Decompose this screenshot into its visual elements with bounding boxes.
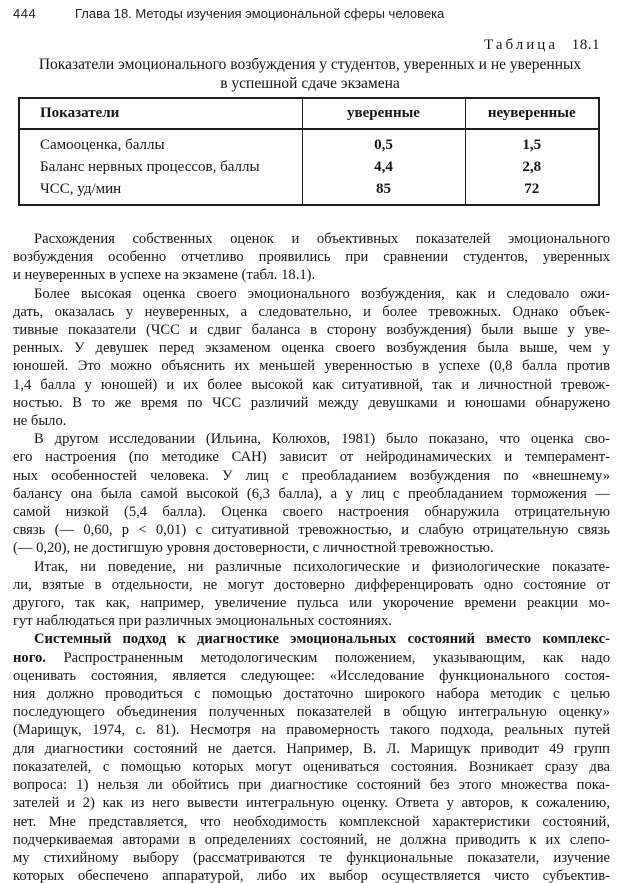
body-line [13,740,610,758]
body-text-segment: ных особенностей человека. У лиц с преобладанием возбуждения по «внешнему» [13,467,610,484]
table-cell-value: 72 [465,178,599,205]
body-text-segment: которых обеспечено аппаратурой, либо их выбор осуществляется чисто субъектив- [13,868,610,883]
body-text-segment: Более высокая оценка своего эмоционального возбуждения, как и следовало ожи- [34,285,610,302]
body-text-segment: тивные показатели (ЧСС и сдвиг баланса в сторону возбуждения) были выше у уве- [13,322,610,339]
body-text-segment: его настроения (по методике САН) зависит от нейродинамических и темперамент- [13,449,610,466]
body-line [13,867,610,883]
page-number: 444 [13,6,37,21]
body-text-segment: показателей, с помощью которых могут оцениваться состояния. Возникает сразу два [13,758,610,775]
body-line [13,357,610,375]
body-line [13,703,610,721]
body-line [13,813,610,831]
table-row [19,178,599,205]
body-line [13,630,610,648]
body-line [13,794,610,812]
body-line [13,831,610,849]
table-caption-line2: в успешной сдаче экзамена [220,75,400,92]
table-cell-value: 0,5 [302,129,465,156]
table-header-row [19,98,599,129]
body-line [13,303,610,321]
table-caption-line1: Показатели эмоционального возбуждения у студентов, уверенных и не уверенных [38,56,582,73]
body-text-segment: ли, взятые в отдельности, не могут достоверно дифференцировать одно состояние от [13,576,610,593]
body-line [13,721,610,739]
body-line [13,849,610,867]
table-caption [0,55,620,93]
body-text-segment: Итак, ни поведение, ни различные психологические и физиологические показате- [34,558,610,575]
body-text-segment: последующего объединения полученных показателей в общую интегральную оценку» [13,704,610,721]
table-row [19,156,599,178]
body-line [13,667,610,685]
table-cell-value: 85 [302,178,465,205]
body-line [13,503,610,521]
table-row [19,129,599,156]
body-text-segment: зателей и 2) как из него вывести интегральную оценку. Ответа у авторов, к сожалению, [13,795,610,812]
body-text-segment: связь (— 0,60, p < 0,01) с ситуативной тревожностью, и слабую отрицательную связь [13,522,610,539]
table-header-indicators: Показатели [19,98,302,129]
body-line [13,394,610,412]
table-label-word: Таблица [484,37,558,53]
body-line [13,248,610,266]
body-text-segment: му стихийному выбору (рассматриваются те функциональные показатели, изучение [13,849,610,866]
body-line [13,467,610,485]
body-text-segment: самой низкой (5,4 балла). Оценка своего настроения обнаружила отрицательную [13,504,610,521]
body-line [13,649,610,667]
body-line [13,339,610,357]
running-head [13,6,610,21]
body-text-segment: (— 0,20), не достигшую уровня достоверности, с личностной тревожностью. [13,540,494,557]
body-line [13,576,610,594]
table-cell-value: 4,4 [302,156,465,178]
body-text-segment: балансу она была самой высокой (6,3 балла), а у лиц с преобладанием торможения — [13,485,610,502]
body-text-segment: не было. [13,413,67,430]
body-text-segment: ностью. В то же время по ЧСС различий между девушками и юношами обнаружено [13,394,610,411]
body-text-segment: (Марищук, 1974, с. 81). Несмотря на правомерность такого подхода, реальных путей [13,722,610,739]
body-line [13,776,610,794]
table-body [19,129,599,205]
body-line [13,485,610,503]
table-cell-label: Баланс нервных процессов, баллы [40,158,260,175]
body-text-segment: оценивать состояния, является следующее: «Исследование функционального состоя- [13,667,610,684]
body-text-segment: другого, так как, например, увеличение пульса или укорочение времени реакции мо- [13,595,610,612]
body-text-segment: гут наблюдаться при различных эмоциональных состояниях. [13,613,392,630]
body-text-segment: и неуверенных в успехе на экзамене (табл. 18.1). [13,267,316,284]
body-text-segment: подчеркиваемая авторами в определениях состояний, не должна приводить к их слепо- [13,831,610,848]
table-cell-label: ЧСС, уд/мин [40,180,122,197]
table-cell-value: 1,5 [465,129,599,156]
body-line [13,285,610,303]
body-text-segment: юношей. Это можно объяснить их меньшей уверенностью в успехе (0,8 балла против [13,358,610,375]
body-line [13,266,610,284]
body-line [13,230,610,248]
body-line [13,758,610,776]
table-cell-label: Самооценка, баллы [40,136,165,153]
body-line [13,539,610,557]
body-text-segment: дать, оказалась у неуверенных, а следовательно, и более тревожных. Однако объек- [13,303,610,320]
table-header-unconfident: неуверенные [465,98,599,129]
table-label-number: 18.1 [571,37,600,53]
table-header-confident: уверенные [302,98,465,129]
body-text-bold-segment: ного. [13,649,46,666]
body-text-segment: нет. Мне представляется, что необходимость комплексной характеристики состояний, [13,813,610,830]
body-text-segment: ния должно проводиться с помощью достаточно широкого набора методик с целью [13,686,610,703]
body-line [13,594,610,612]
body-text-segment: ренных. У девушек перед экзаменом оценка своего возбуждения была выше, чем у [13,340,610,357]
indicators-table [18,97,600,206]
body-line [13,412,610,430]
body-text-segment: 1,4 балла у юношей) и их более высокой как ситуативной, так и личностной тревож- [13,376,610,393]
body-text-segment: вопроса: 1) нельзя ли обойтись при диагностике состояний без этого множества пока- [13,777,610,794]
body-text-segment: для диагностики состояний не дается. Например, В. Л. Марищук приводит 49 групп [13,740,610,757]
table-label [484,37,600,54]
table-cell-value: 2,8 [465,156,599,178]
body-text-segment: Распространенным методологическим положением, указывающим, как надо [45,649,610,666]
body-line [13,430,610,448]
body-line [13,376,610,394]
body-line [13,448,610,466]
chapter-title: Глава 18. Методы изучения эмоциональной сферы человека [75,6,445,21]
body-line [13,612,610,630]
body-line [13,685,610,703]
body-text-bold-segment: Системный подход к диагностике эмоциональных состояний вместо комплекс- [34,631,610,648]
body-line [13,521,610,539]
body-line [13,321,610,339]
body-text [13,230,610,883]
body-line [13,558,610,576]
body-text-segment: В другом исследовании (Ильина, Колюхов, 1981) было показано, что оценка сво- [34,431,610,448]
body-text-segment: Расхождения собственных оценок и объективных показателей эмоционального [34,231,610,247]
body-text-segment: возбуждения особенно отчетливо проявились при сравнении студентов, уверенных [13,249,610,266]
